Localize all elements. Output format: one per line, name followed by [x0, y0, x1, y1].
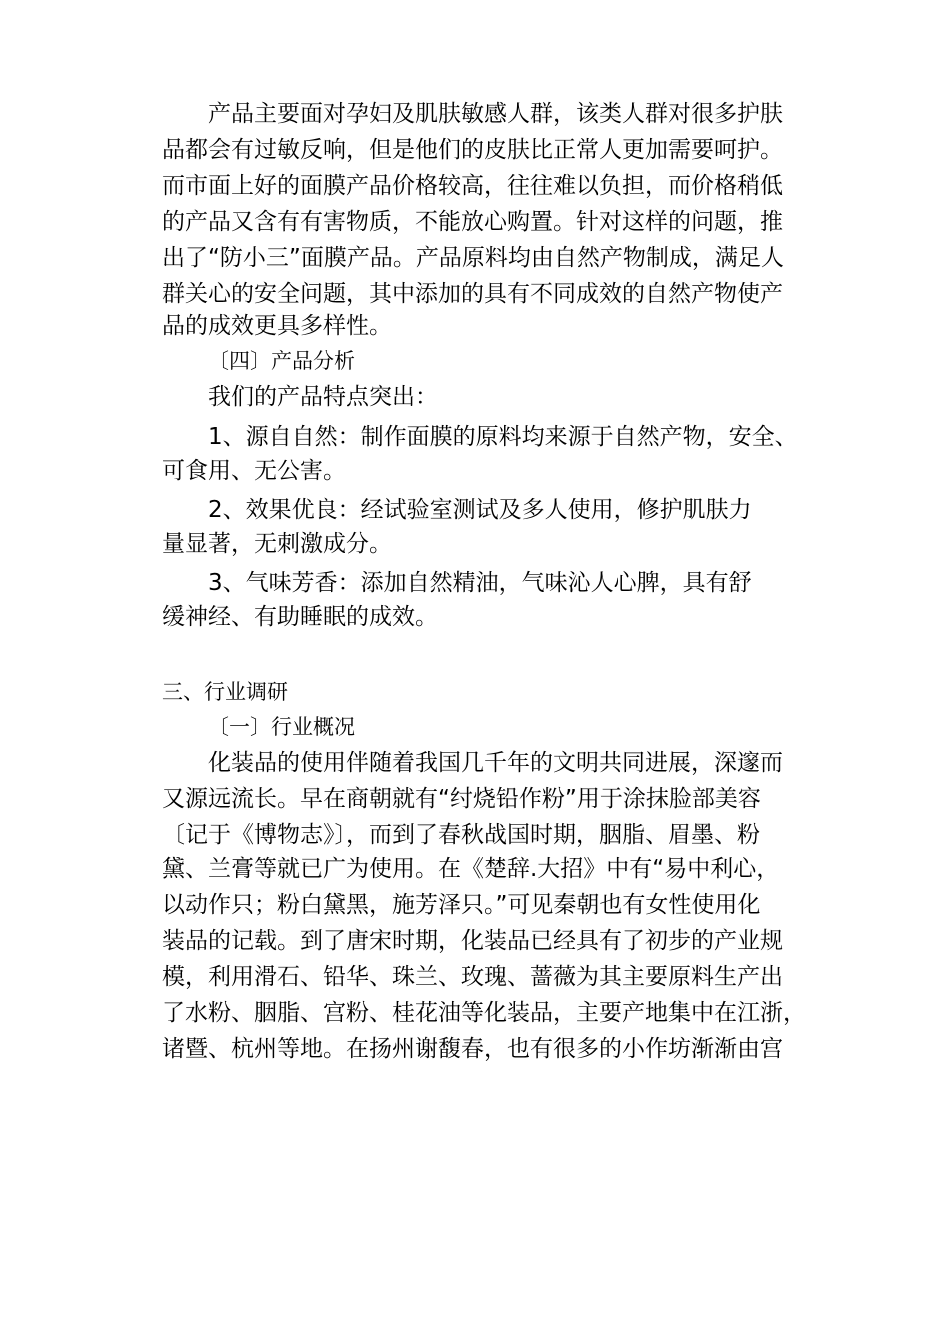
list-item: 3、气味芳香：添加自然精油，气味沁人心脾，具有舒 [208, 570, 752, 596]
text-line: 模，利用滑石、铅华、珠兰、玫瑰、蔷薇为其主要原料生产出 [162, 964, 783, 990]
section-heading: 〔一〕行业概况 [208, 715, 355, 739]
text-line: 量显著，无刺激成分。 [162, 531, 392, 557]
text-line: 品都会有过敏反响，但是他们的皮肤比正常人更加需要呵护。 [162, 137, 783, 163]
text-line: 出了“防小三”面膜产品。产品原料均由自然产物制成，满足人 [162, 245, 784, 271]
text-line: 群关心的安全问题，其中添加的具有不同成效的自然产物使产 [162, 281, 783, 307]
text-line: 了水粉、胭脂、宫粉、桂花油等化装品，主要产地集中在江浙， [162, 1000, 806, 1026]
text-line: 的产品又含有有害物质，不能放心购置。针对这样的问题，推 [162, 209, 783, 235]
section-heading: 三、行业调研 [162, 680, 288, 704]
text-line: 装品的记载。到了唐宋时期，化装品已经具有了初步的产业规 [162, 928, 783, 954]
text-line: 产品主要面对孕妇及肌肤敏感人群，该类人群对很多护肤 [208, 101, 783, 127]
list-item: 1、源自自然：制作面膜的原料均来源于自然产物，安全、 [208, 424, 798, 450]
list-item: 2、效果优良：经试验室测试及多人使用，修护肌肤力 [208, 497, 752, 523]
text-line: 缓神经、有助睡眠的成效。 [162, 604, 438, 630]
section-heading: 〔四〕产品分析 [208, 349, 355, 373]
text-line: 以动作只；粉白黛黑，施芳泽只。”可见秦朝也有女性使用化 [162, 892, 761, 918]
text-line: 可食用、无公害。 [162, 458, 346, 484]
text-line: 化装品的使用伴随着我国几千年的文明共同进展，深邃而 [208, 750, 783, 776]
text-line: 又源远流长。早在商朝就有“纣烧铅作粉”用于涂抹脸部美容 [162, 786, 761, 812]
text-line: 而市面上好的面膜产品价格较高，往往难以负担，而价格稍低 [162, 173, 783, 199]
text-line: 黛、兰膏等就已广为使用。在《楚辞.大招》中有“易中利心， [162, 856, 780, 882]
text-line: 品的成效更具多样性。 [162, 313, 392, 339]
text-line: 我们的产品特点突出： [208, 384, 438, 410]
text-line: 〔记于《博物志》〕，而到了春秋战国时期，胭脂、眉墨、粉 [162, 822, 760, 848]
text-line: 诸暨、杭州等地。在扬州谢馥春，也有很多的小作坊渐渐由宫 [162, 1036, 783, 1062]
